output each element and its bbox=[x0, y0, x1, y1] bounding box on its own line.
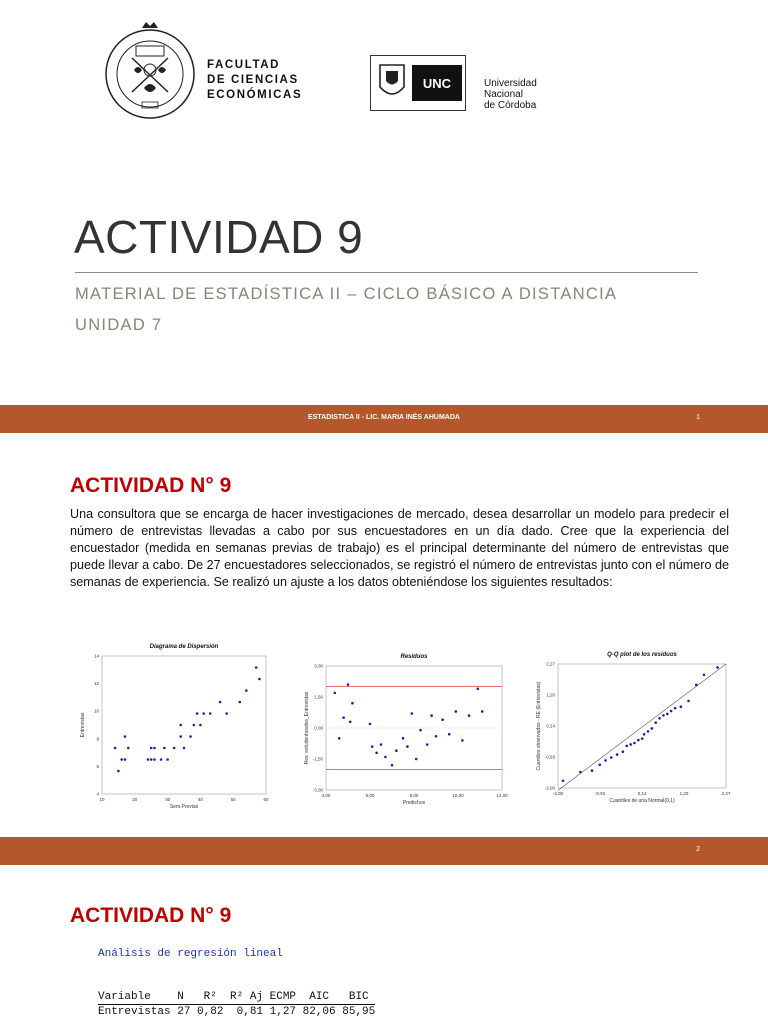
y-tick-label: 1,20 bbox=[546, 692, 555, 698]
chart-title: Q-Q plot de los residuos bbox=[607, 652, 677, 658]
footer-page-number: 1 bbox=[696, 414, 700, 421]
x-tick-label: -2,00 bbox=[552, 791, 564, 796]
data-point bbox=[680, 705, 683, 708]
x-tick-label: 50 bbox=[230, 797, 236, 802]
x-tick-label: 2,27 bbox=[721, 791, 731, 796]
y-axis-label: Entrevistas bbox=[80, 712, 86, 738]
y-tick-label: 8 bbox=[96, 736, 99, 742]
data-point bbox=[375, 752, 378, 755]
data-point bbox=[245, 689, 248, 692]
data-point bbox=[598, 763, 601, 766]
data-point bbox=[448, 733, 451, 736]
y-tick-label: 2,27 bbox=[546, 661, 555, 667]
data-point bbox=[695, 684, 698, 687]
data-point bbox=[255, 666, 258, 669]
faculty-line-2: DE CIENCIAS bbox=[207, 74, 299, 86]
data-point bbox=[670, 710, 673, 713]
qq-plot-chart bbox=[512, 636, 738, 816]
data-point bbox=[402, 737, 405, 740]
data-point bbox=[342, 716, 345, 719]
x-tick-label: 60 bbox=[263, 797, 269, 802]
data-point bbox=[238, 701, 241, 704]
data-point bbox=[616, 753, 619, 756]
data-point bbox=[426, 743, 429, 746]
data-point bbox=[179, 735, 182, 738]
plot-area bbox=[102, 656, 266, 794]
y-tick-label: 10 bbox=[93, 708, 99, 714]
data-point bbox=[468, 714, 471, 717]
y-tick-label: 14 bbox=[93, 653, 99, 659]
table-row: Entrevistas 27 0,82 0,81 1,27 82,06 85,95 bbox=[98, 1006, 376, 1018]
data-point bbox=[334, 692, 337, 695]
page-title: ACTIVIDAD 9 bbox=[74, 211, 364, 263]
unit-label: UNIDAD 7 bbox=[75, 316, 163, 334]
data-point bbox=[338, 737, 341, 740]
data-point bbox=[117, 770, 120, 773]
x-tick-label: 10 bbox=[99, 797, 105, 802]
data-point bbox=[622, 750, 625, 753]
data-point bbox=[189, 735, 192, 738]
faculty-seal-logo bbox=[102, 18, 198, 138]
data-point bbox=[166, 758, 169, 761]
x-axis-label: Sem.Previas bbox=[169, 804, 199, 810]
data-point bbox=[654, 721, 657, 724]
chart-title: Diagrama de Dispersión bbox=[149, 644, 219, 650]
university-name bbox=[484, 78, 537, 111]
x-tick-label: 40 bbox=[197, 797, 203, 802]
data-point bbox=[633, 742, 636, 745]
slide1-heading: ACTIVIDAD N° 9 bbox=[70, 474, 232, 497]
data-point bbox=[415, 758, 418, 761]
data-point bbox=[150, 747, 153, 750]
data-point bbox=[658, 717, 661, 720]
y-tick-label: -2,00 bbox=[544, 785, 555, 791]
data-point bbox=[153, 747, 156, 750]
footer2-page-number: 2 bbox=[696, 846, 700, 853]
page-subtitle: MATERIAL DE ESTADÍSTICA II – CICLO BÁSICO A DISTANCIA bbox=[75, 285, 618, 303]
x-tick-label: 10,00 bbox=[452, 793, 464, 798]
y-tick-label: 12 bbox=[93, 681, 99, 687]
data-point bbox=[641, 737, 644, 740]
data-point bbox=[202, 712, 205, 715]
x-tick-label: -0,93 bbox=[594, 791, 606, 796]
data-point bbox=[380, 743, 383, 746]
university-line-1: Universidad bbox=[484, 78, 537, 89]
data-point bbox=[651, 727, 654, 730]
data-point bbox=[610, 756, 613, 759]
x-tick-label: 4,00 bbox=[321, 793, 331, 798]
data-point bbox=[391, 764, 394, 767]
x-tick-label: 1,20 bbox=[679, 791, 689, 796]
data-point bbox=[196, 712, 199, 715]
x-tick-label: 0,14 bbox=[637, 791, 647, 796]
y-tick-label: 0,14 bbox=[546, 723, 555, 729]
data-point bbox=[179, 724, 182, 727]
data-point bbox=[351, 702, 354, 705]
data-point bbox=[369, 723, 372, 726]
data-point bbox=[674, 707, 677, 710]
regression-title: Análisis de regresión lineal bbox=[98, 948, 283, 960]
data-point bbox=[579, 771, 582, 774]
faculty-line-3: ECONÓMICAS bbox=[207, 89, 303, 101]
data-point bbox=[153, 758, 156, 761]
x-tick-label: 12,00 bbox=[496, 793, 508, 798]
y-tick-label: -0,93 bbox=[544, 754, 555, 760]
data-point bbox=[199, 724, 202, 727]
data-point bbox=[562, 779, 565, 782]
data-point bbox=[384, 756, 387, 759]
title-divider bbox=[75, 272, 698, 273]
data-point bbox=[173, 747, 176, 750]
data-point bbox=[604, 759, 607, 762]
slide1-paragraph: Una consultora que se encarga de hacer investigaciones de mercado, desea desarrollar un modelo para predecir el número de entrevistas llevadas a cabo por sus encuestadores en un día dado. Cree que la experiencia del encuestador (medida en semanas previas de trabajo) es el principal determinante del número de entrevistas que puede llevar a cabo. De 27 encuestadores seleccionados, se registró el número de entrevistas junto con el número de semanas de experiencia. Se realizó un ajuste a los datos obteniéndose los siguientes resultados: bbox=[70, 507, 729, 589]
y-tick-label: 6 bbox=[96, 763, 99, 769]
data-point bbox=[150, 758, 153, 761]
y-tick-label: 4 bbox=[96, 791, 99, 797]
y-axis-label: Cuantiles observados - RE (Entrevistas) bbox=[536, 681, 542, 771]
data-point bbox=[349, 721, 352, 724]
data-point bbox=[258, 678, 261, 681]
data-point bbox=[647, 730, 650, 733]
x-tick-label: 8,00 bbox=[409, 793, 419, 798]
chart-title: Residuos bbox=[400, 654, 428, 660]
slide2-heading: ACTIVIDAD N° 9 bbox=[70, 904, 232, 927]
data-point bbox=[209, 712, 212, 715]
data-point bbox=[225, 712, 228, 715]
data-point bbox=[120, 758, 123, 761]
scatter-chart bbox=[76, 636, 274, 816]
data-point bbox=[481, 710, 484, 713]
data-point bbox=[160, 758, 163, 761]
y-tick-label: 1,50 bbox=[314, 694, 323, 700]
footer-text: ESTADISTICA II - LIC. MARIA INÉS AHUMADA bbox=[308, 414, 460, 421]
x-tick-label: 30 bbox=[165, 797, 171, 802]
data-point bbox=[430, 714, 433, 717]
university-line-3: de Córdoba bbox=[484, 100, 537, 111]
data-point bbox=[477, 687, 480, 690]
table-header-row: Variable N R² R² Aj ECMP AIC BIC bbox=[98, 991, 369, 1003]
data-point bbox=[461, 739, 464, 742]
slide-footer-bar-2 bbox=[0, 837, 768, 865]
x-axis-label: Cuantiles de una Normal(0,1) bbox=[609, 798, 675, 804]
x-tick-label: 6,00 bbox=[365, 793, 375, 798]
regression-table bbox=[98, 990, 375, 1019]
unc-badge-text: UNC bbox=[422, 76, 452, 91]
data-point bbox=[716, 666, 719, 669]
university-line-2: Nacional bbox=[484, 89, 523, 100]
x-axis-label: Predichos bbox=[402, 800, 426, 806]
x-tick-label: 20 bbox=[132, 797, 138, 802]
data-point bbox=[406, 745, 409, 748]
data-point bbox=[183, 747, 186, 750]
data-point bbox=[371, 745, 374, 748]
data-point bbox=[637, 739, 640, 742]
data-point bbox=[643, 733, 646, 736]
data-point bbox=[662, 714, 665, 717]
faculty-name bbox=[207, 58, 302, 103]
data-point bbox=[193, 724, 196, 727]
data-point bbox=[625, 745, 628, 748]
data-point bbox=[124, 735, 127, 738]
data-point bbox=[163, 747, 166, 750]
slide-footer-bar-1 bbox=[0, 405, 768, 433]
data-point bbox=[395, 749, 398, 752]
data-point bbox=[703, 673, 706, 676]
data-point bbox=[147, 758, 150, 761]
faculty-line-1: FACULTAD bbox=[207, 59, 281, 71]
y-tick-label: -3,00 bbox=[312, 787, 323, 793]
data-point bbox=[629, 743, 632, 746]
data-point bbox=[124, 758, 127, 761]
data-point bbox=[219, 701, 222, 704]
data-point bbox=[666, 713, 669, 716]
data-point bbox=[687, 700, 690, 703]
data-point bbox=[435, 735, 438, 738]
y-tick-label: 0,00 bbox=[314, 725, 323, 731]
data-point bbox=[411, 712, 414, 715]
y-axis-label: Res. estudentizados_Entrevistas bbox=[304, 691, 310, 765]
data-point bbox=[127, 747, 130, 750]
data-point bbox=[114, 747, 117, 750]
unc-logo bbox=[370, 55, 466, 111]
data-point bbox=[347, 683, 350, 686]
y-tick-label: -1,50 bbox=[312, 756, 323, 762]
y-tick-label: 3,00 bbox=[314, 663, 323, 669]
data-point bbox=[591, 769, 594, 772]
data-point bbox=[441, 718, 444, 721]
data-point bbox=[419, 729, 422, 732]
data-point bbox=[455, 710, 458, 713]
residuals-chart bbox=[290, 636, 516, 816]
